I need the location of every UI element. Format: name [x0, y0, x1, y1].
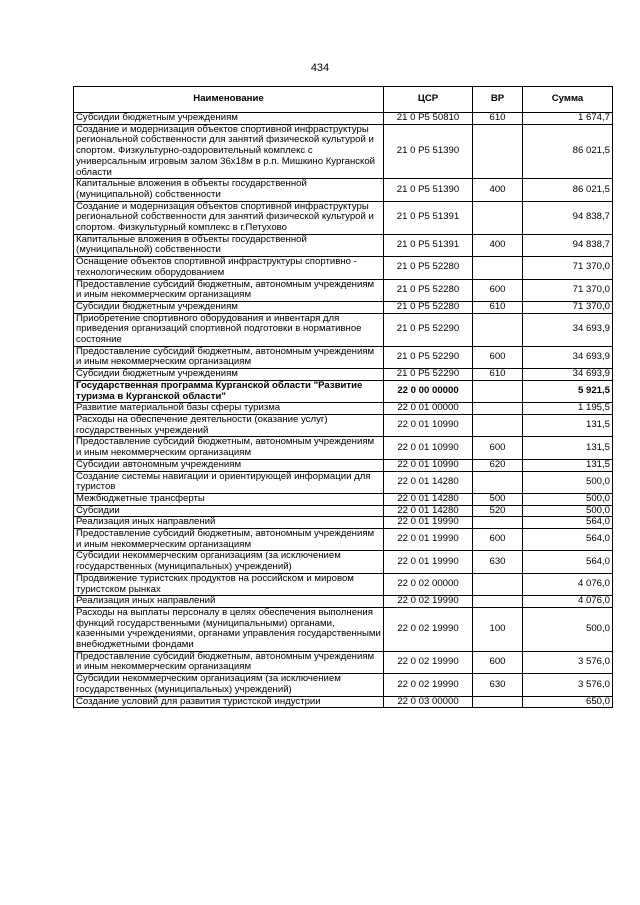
cell-csr: 21 0 Р5 50810	[384, 113, 473, 125]
cell-vr	[473, 471, 523, 493]
cell-vr	[473, 696, 523, 708]
cell-vr: 600	[473, 346, 523, 368]
cell-sum: 34 693,9	[523, 369, 613, 381]
cell-vr: 610	[473, 369, 523, 381]
table-body	[74, 113, 613, 708]
cell-csr: 21 0 Р5 52280	[384, 301, 473, 313]
table-row	[74, 369, 613, 381]
cell-name: Предоставление субсидий бюджетным, автономным учреждениям и иным некоммерческим организациям	[74, 529, 384, 551]
cell-sum: 1 674,7	[523, 113, 613, 125]
cell-vr: 400	[473, 234, 523, 256]
cell-name: Субсидии некоммерческим организациям (за исключением государственных (муниципальных) учреждений)	[74, 551, 384, 573]
cell-csr: 22 0 02 19990	[384, 607, 473, 651]
cell-sum: 500,0	[523, 493, 613, 505]
cell-sum: 1 195,5	[523, 403, 613, 415]
cell-name: Создание и модернизация объектов спортивной инфраструктуры региональной собственности для занятий физической культурой и спортом. Физкультурный комплекс в г.Петухово	[74, 201, 384, 234]
cell-sum: 131,5	[523, 437, 613, 459]
cell-csr: 22 0 01 00000	[384, 403, 473, 415]
cell-name: Субсидии бюджетным учреждениям	[74, 369, 384, 381]
cell-name: Предоставление субсидий бюджетным, автономным учреждениям и иным некоммерческим организациям	[74, 346, 384, 368]
cell-name: Продвижение туристских продуктов на российском и мировом туристском рынках	[74, 573, 384, 595]
table-row	[74, 437, 613, 459]
cell-name: Государственная программа Курганской области "Развитие туризма в Курганской области"	[74, 380, 384, 402]
table-row	[74, 380, 613, 402]
table-row	[74, 113, 613, 125]
cell-sum: 564,0	[523, 517, 613, 529]
table-row	[74, 414, 613, 436]
cell-csr: 22 0 03 00000	[384, 696, 473, 708]
cell-sum: 86 021,5	[523, 179, 613, 201]
cell-vr: 600	[473, 279, 523, 301]
cell-vr	[473, 257, 523, 279]
cell-name: Приобретение спортивного оборудования и инвентаря для приведения организаций спортивной подготовки в нормативное состояние	[74, 313, 384, 346]
cell-sum: 3 576,0	[523, 651, 613, 673]
cell-vr: 620	[473, 459, 523, 471]
cell-csr: 22 0 01 14280	[384, 493, 473, 505]
cell-sum: 34 693,9	[523, 346, 613, 368]
cell-name: Субсидии	[74, 505, 384, 517]
budget-table	[73, 86, 613, 708]
cell-name: Субсидии бюджетным учреждениям	[74, 113, 384, 125]
table-header-row	[74, 87, 613, 113]
cell-sum: 71 370,0	[523, 279, 613, 301]
header-name: Наименование	[74, 87, 384, 113]
cell-vr: 100	[473, 607, 523, 651]
cell-csr: 22 0 01 10990	[384, 437, 473, 459]
cell-sum: 500,0	[523, 471, 613, 493]
table-row	[74, 257, 613, 279]
cell-vr	[473, 403, 523, 415]
cell-name: Создание системы навигации и ориентирующей информации для туристов	[74, 471, 384, 493]
cell-sum: 131,5	[523, 459, 613, 471]
cell-sum: 86 021,5	[523, 124, 613, 179]
header-sum: Сумма	[523, 87, 613, 113]
cell-csr: 21 0 Р5 52290	[384, 369, 473, 381]
cell-csr: 21 0 Р5 51390	[384, 124, 473, 179]
cell-vr: 600	[473, 529, 523, 551]
cell-sum: 650,0	[523, 696, 613, 708]
header-vr: ВР	[473, 87, 523, 113]
cell-sum: 71 370,0	[523, 257, 613, 279]
cell-vr	[473, 517, 523, 529]
cell-sum: 4 076,0	[523, 573, 613, 595]
cell-csr: 21 0 Р5 51391	[384, 201, 473, 234]
cell-csr: 22 0 01 10990	[384, 459, 473, 471]
cell-vr	[473, 124, 523, 179]
table-row	[74, 596, 613, 608]
cell-name: Реализация иных направлений	[74, 517, 384, 529]
cell-vr: 400	[473, 179, 523, 201]
cell-vr: 500	[473, 493, 523, 505]
cell-name: Реализация иных направлений	[74, 596, 384, 608]
cell-vr: 600	[473, 437, 523, 459]
cell-csr: 22 0 01 19990	[384, 551, 473, 573]
table-row	[74, 505, 613, 517]
cell-name: Развитие материальной базы сферы туризма	[74, 403, 384, 415]
cell-sum: 500,0	[523, 607, 613, 651]
cell-csr: 22 0 01 14280	[384, 471, 473, 493]
cell-vr	[473, 414, 523, 436]
cell-csr: 21 0 Р5 52290	[384, 313, 473, 346]
cell-vr: 520	[473, 505, 523, 517]
cell-name: Предоставление субсидий бюджетным, автономным учреждениям и иным некоммерческим организациям	[74, 437, 384, 459]
cell-csr: 22 0 02 19990	[384, 651, 473, 673]
table-row	[74, 179, 613, 201]
table-row	[74, 459, 613, 471]
cell-sum: 94 838,7	[523, 234, 613, 256]
cell-sum: 71 370,0	[523, 301, 613, 313]
table-row	[74, 651, 613, 673]
table-row	[74, 124, 613, 179]
cell-name: Расходы на выплаты персоналу в целях обеспечения выполнения функций государственными (муниципальными) органами, казенными учреждениями, органами управления государственными внебюджетными фондами	[74, 607, 384, 651]
cell-sum: 3 576,0	[523, 674, 613, 696]
table-row	[74, 201, 613, 234]
cell-vr: 610	[473, 301, 523, 313]
cell-csr: 22 0 01 19990	[384, 517, 473, 529]
cell-vr	[473, 380, 523, 402]
cell-name: Субсидии автономным учреждениям	[74, 459, 384, 471]
cell-csr: 22 0 02 19990	[384, 674, 473, 696]
cell-csr: 22 0 02 19990	[384, 596, 473, 608]
cell-name: Создание и модернизация объектов спортивной инфраструктуры региональной собственности для занятий физической культурой и спортом. Физкультурно-оздоровительный комплекс с универсальным игровым залом 36х18м в р.п. Мишкино Курганской области	[74, 124, 384, 179]
cell-name: Капитальные вложения в объекты государственной (муниципальной) собственности	[74, 179, 384, 201]
table-row	[74, 551, 613, 573]
cell-csr: 22 0 01 19990	[384, 529, 473, 551]
table-row	[74, 346, 613, 368]
page-number: 434	[310, 62, 330, 74]
cell-vr	[473, 313, 523, 346]
cell-vr: 630	[473, 674, 523, 696]
table-row	[74, 493, 613, 505]
cell-name: Оснащение объектов спортивной инфраструктуры спортивно - технологическим оборудованием	[74, 257, 384, 279]
table-row	[74, 674, 613, 696]
cell-csr: 21 0 Р5 52290	[384, 346, 473, 368]
table-row	[74, 471, 613, 493]
table-row	[74, 529, 613, 551]
table-row	[74, 403, 613, 415]
cell-csr: 21 0 Р5 52280	[384, 257, 473, 279]
table-row	[74, 313, 613, 346]
cell-csr: 22 0 01 14280	[384, 505, 473, 517]
cell-csr: 21 0 Р5 52280	[384, 279, 473, 301]
cell-vr: 600	[473, 651, 523, 673]
cell-csr: 22 0 00 00000	[384, 380, 473, 402]
table-row	[74, 301, 613, 313]
cell-sum: 564,0	[523, 529, 613, 551]
cell-name: Субсидии некоммерческим организациям (за исключением государственных (муниципальных) учреждений)	[74, 674, 384, 696]
cell-sum: 564,0	[523, 551, 613, 573]
cell-csr: 22 0 02 00000	[384, 573, 473, 595]
cell-sum: 34 693,9	[523, 313, 613, 346]
cell-name: Предоставление субсидий бюджетным, автономным учреждениям и иным некоммерческим организациям	[74, 279, 384, 301]
cell-vr	[473, 201, 523, 234]
cell-sum: 4 076,0	[523, 596, 613, 608]
table-row	[74, 607, 613, 651]
table-row	[74, 573, 613, 595]
cell-csr: 22 0 01 10990	[384, 414, 473, 436]
cell-sum: 131,5	[523, 414, 613, 436]
cell-vr: 610	[473, 113, 523, 125]
cell-name: Субсидии бюджетным учреждениям	[74, 301, 384, 313]
table-row	[74, 696, 613, 708]
table-row	[74, 517, 613, 529]
cell-sum: 500,0	[523, 505, 613, 517]
cell-sum: 94 838,7	[523, 201, 613, 234]
header-csr: ЦСР	[384, 87, 473, 113]
cell-csr: 21 0 Р5 51391	[384, 234, 473, 256]
table-row	[74, 234, 613, 256]
cell-name: Межбюджетные трансферты	[74, 493, 384, 505]
table-row	[74, 279, 613, 301]
cell-vr	[473, 596, 523, 608]
cell-name: Создание условий для развития туристской индустрии	[74, 696, 384, 708]
cell-name: Расходы на обеспечение деятельности (оказание услуг) государственных учреждений	[74, 414, 384, 436]
cell-vr: 630	[473, 551, 523, 573]
cell-name: Капитальные вложения в объекты государственной (муниципальной) собственности	[74, 234, 384, 256]
cell-name: Предоставление субсидий бюджетным, автономным учреждениям и иным некоммерческим организациям	[74, 651, 384, 673]
cell-csr: 21 0 Р5 51390	[384, 179, 473, 201]
cell-sum: 5 921,5	[523, 380, 613, 402]
cell-vr	[473, 573, 523, 595]
